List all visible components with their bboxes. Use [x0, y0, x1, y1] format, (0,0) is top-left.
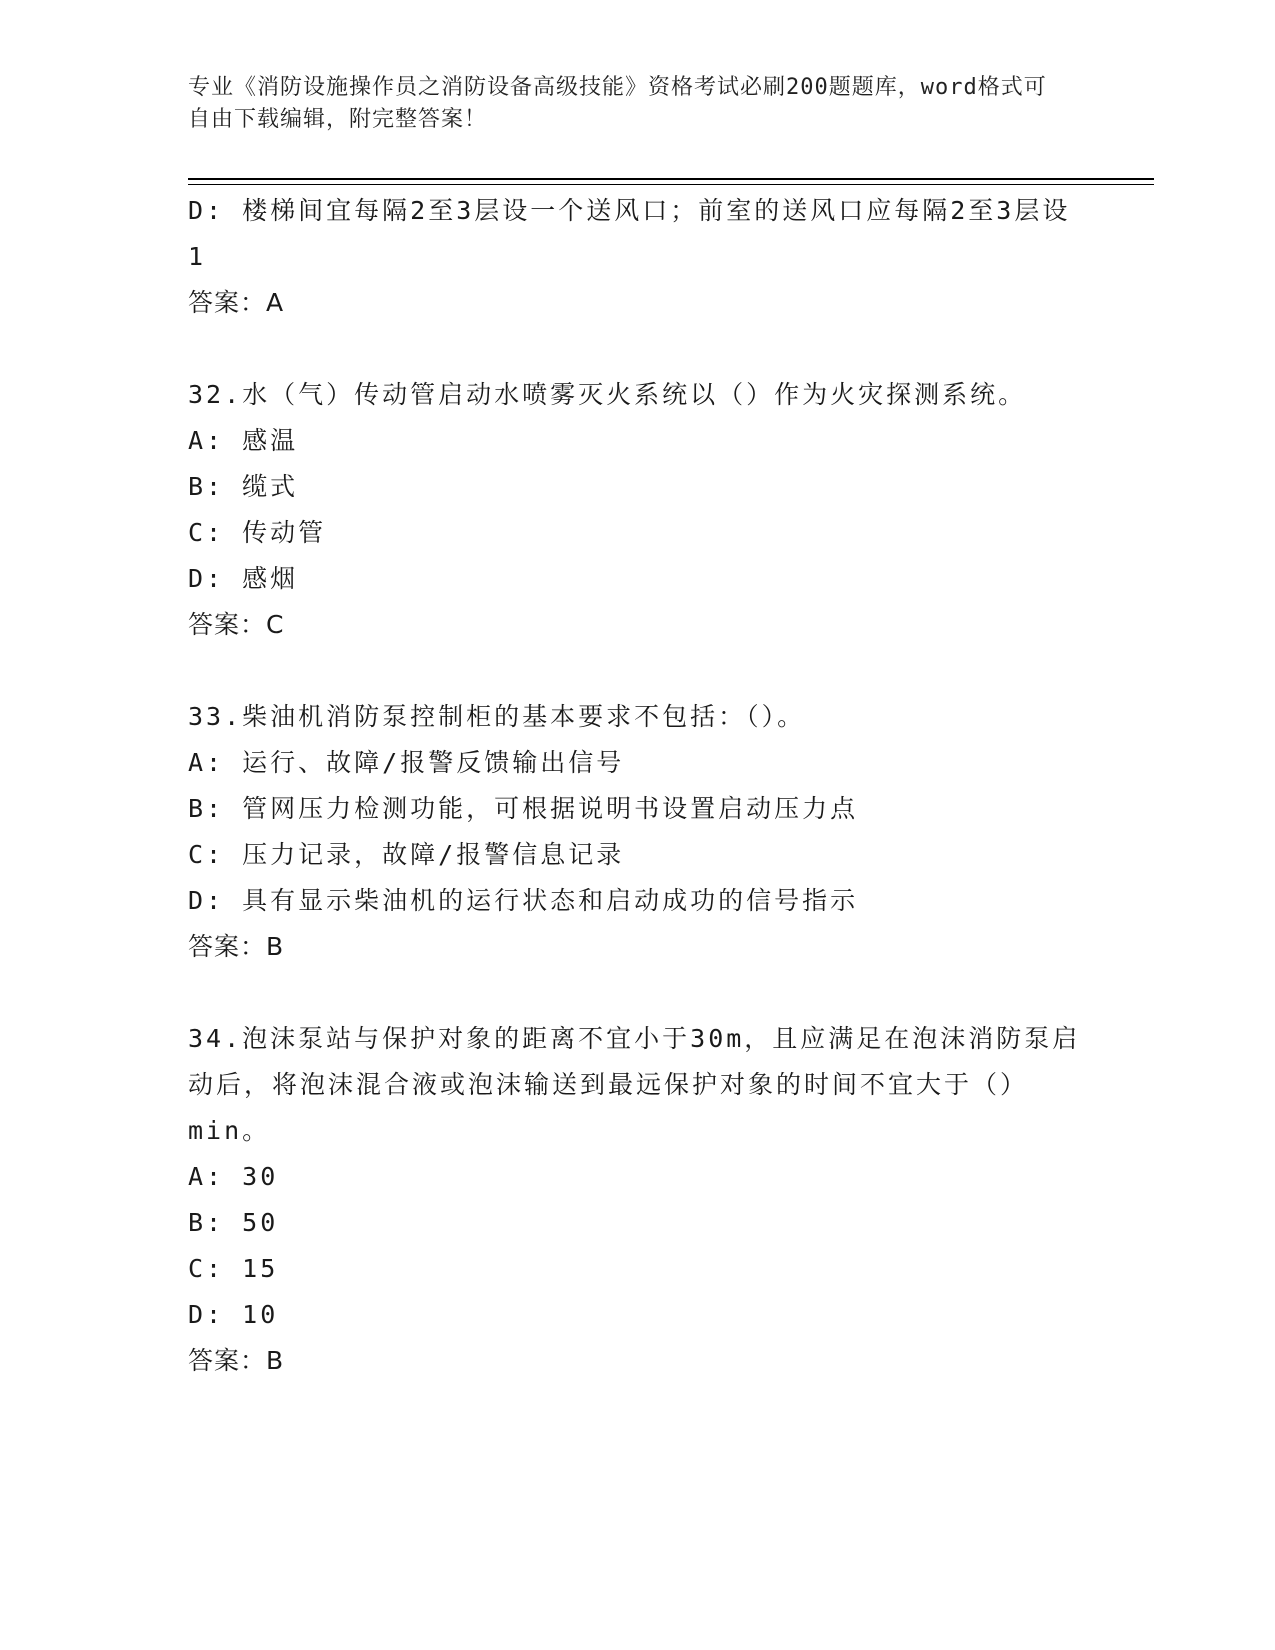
header-text: 专业《消防设施操作员之消防设备高级技能》资格考试必刷200题题库，word格式可自由下载编辑，附完整答案！ [188, 75, 1047, 132]
option-b: B: 管网压力检测功能，可根据说明书设置启动压力点 [188, 794, 859, 823]
document-header [188, 72, 1068, 136]
question-block-34 [188, 1016, 1088, 1384]
option-c: C: 压力记录，故障/报警信息记录 [188, 840, 625, 869]
question-stem: 33.柴油机消防泵控制柜的基本要求不包括：（）。 [188, 702, 806, 731]
question-stem: 32.水（气）传动管启动水喷雾灭火系统以（）作为火灾探测系统。 [188, 380, 1027, 409]
option-d: D: 感烟 [188, 564, 299, 593]
option-b: B: 缆式 [188, 472, 299, 501]
answer-line: 答案：B [188, 932, 285, 961]
question-block-33 [188, 694, 1088, 970]
spacer [188, 648, 1088, 694]
option-c: C: 15 [188, 1254, 279, 1283]
header-rule-thick [188, 178, 1154, 180]
option-d: D: 具有显示柴油机的运行状态和启动成功的信号指示 [188, 886, 859, 915]
option-a: A: 30 [188, 1162, 279, 1191]
header-rule-thin [188, 184, 1154, 185]
option-d: D: 楼梯间宜每隔2至3层设一个送风口；前室的送风口应每隔2至3层设1 [188, 196, 1071, 271]
option-b: B: 50 [188, 1208, 279, 1237]
option-c: C: 传动管 [188, 518, 327, 547]
answer-line: 答案：C [188, 610, 285, 639]
answer-line: 答案：B [188, 1346, 285, 1375]
question-block-32 [188, 372, 1088, 648]
option-d: D: 10 [188, 1300, 279, 1329]
question-stem: 34.泡沫泵站与保护对象的距离不宜小于30m，且应满足在泡沫消防泵启动后，将泡沫混合液或泡沫输送到最远保护对象的时间不宜大于（）min。 [188, 1024, 1081, 1145]
document-body [188, 188, 1088, 1384]
spacer [188, 326, 1088, 372]
spacer [188, 970, 1088, 1016]
question-block-31 [188, 188, 1088, 326]
answer-line: 答案：A [188, 288, 285, 317]
option-a: A: 感温 [188, 426, 299, 455]
option-a: A: 运行、故障/报警反馈输出信号 [188, 748, 625, 777]
